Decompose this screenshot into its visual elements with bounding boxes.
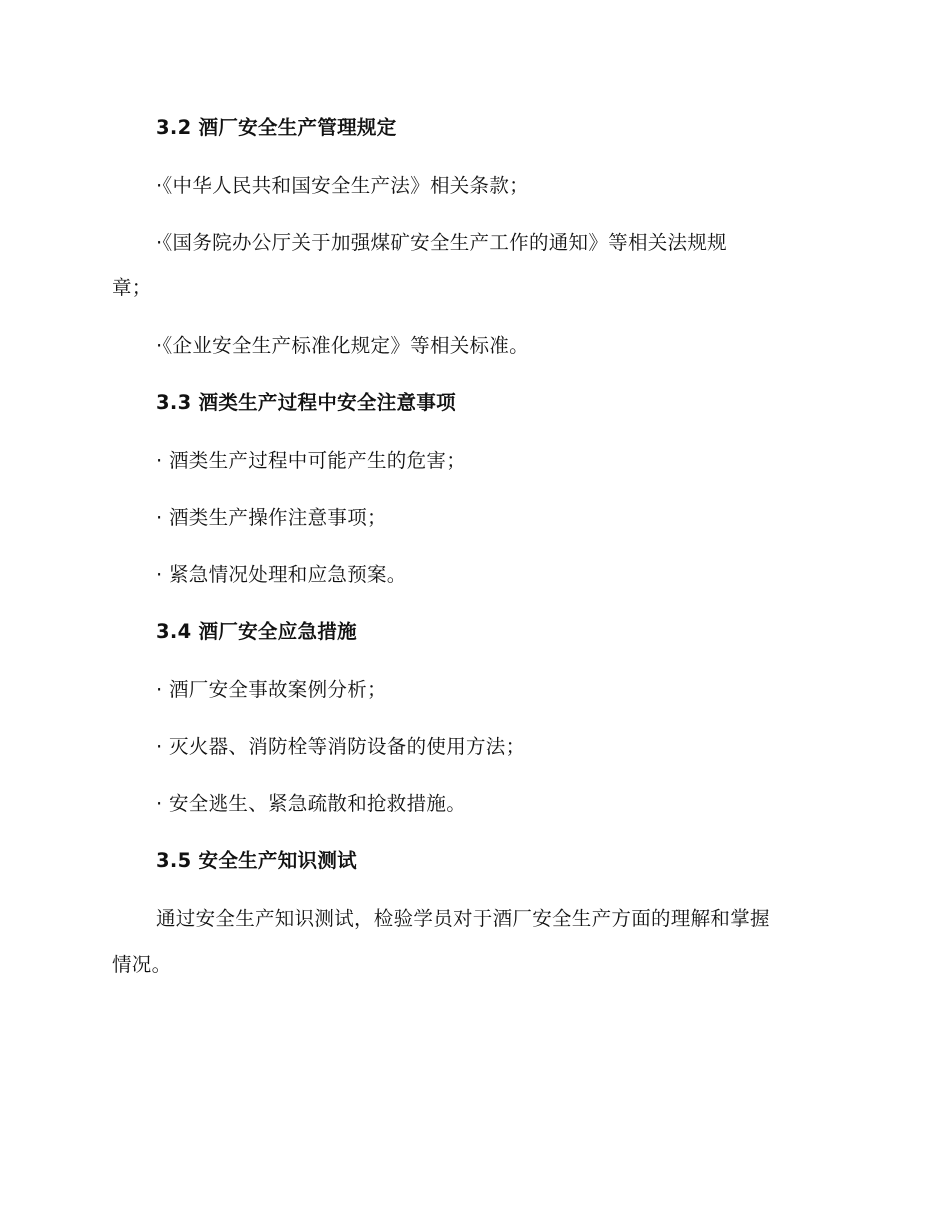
list-item: · 灭火器、消防栓等消防设备的使用方法； (156, 735, 526, 758)
list-item: ·《中华人民共和国安全生产法》相关条款； (156, 174, 529, 197)
list-item: ·《国务院办公厅关于加强煤矿安全生产工作的通知》等相关法规规 (156, 231, 727, 254)
paragraph-line: 通过安全生产知识测试，检验学员对于酒厂安全生产方面的理解和掌握 (156, 907, 770, 930)
list-item: ·《企业安全生产标准化规定》等相关标准。 (156, 334, 529, 357)
section-heading: 3.3 酒类生产过程中安全注意事项 (156, 391, 456, 414)
list-item: · 酒厂安全事故案例分析； (156, 678, 387, 701)
list-item: · 安全逃生、紧急疏散和抢救措施。 (156, 792, 466, 815)
paragraph-line: 情况。 (112, 953, 172, 976)
list-item: · 酒类生产操作注意事项； (156, 506, 387, 529)
list-item: · 紧急情况处理和应急预案。 (156, 563, 407, 586)
section-heading: 3.5 安全生产知识测试 (156, 849, 357, 872)
list-item-continuation: 章； (112, 276, 152, 299)
list-item: · 酒类生产过程中可能产生的危害； (156, 449, 466, 472)
section-heading: 3.4 酒厂安全应急措施 (156, 620, 357, 643)
section-heading: 3.2 酒厂安全生产管理规定 (156, 116, 397, 139)
